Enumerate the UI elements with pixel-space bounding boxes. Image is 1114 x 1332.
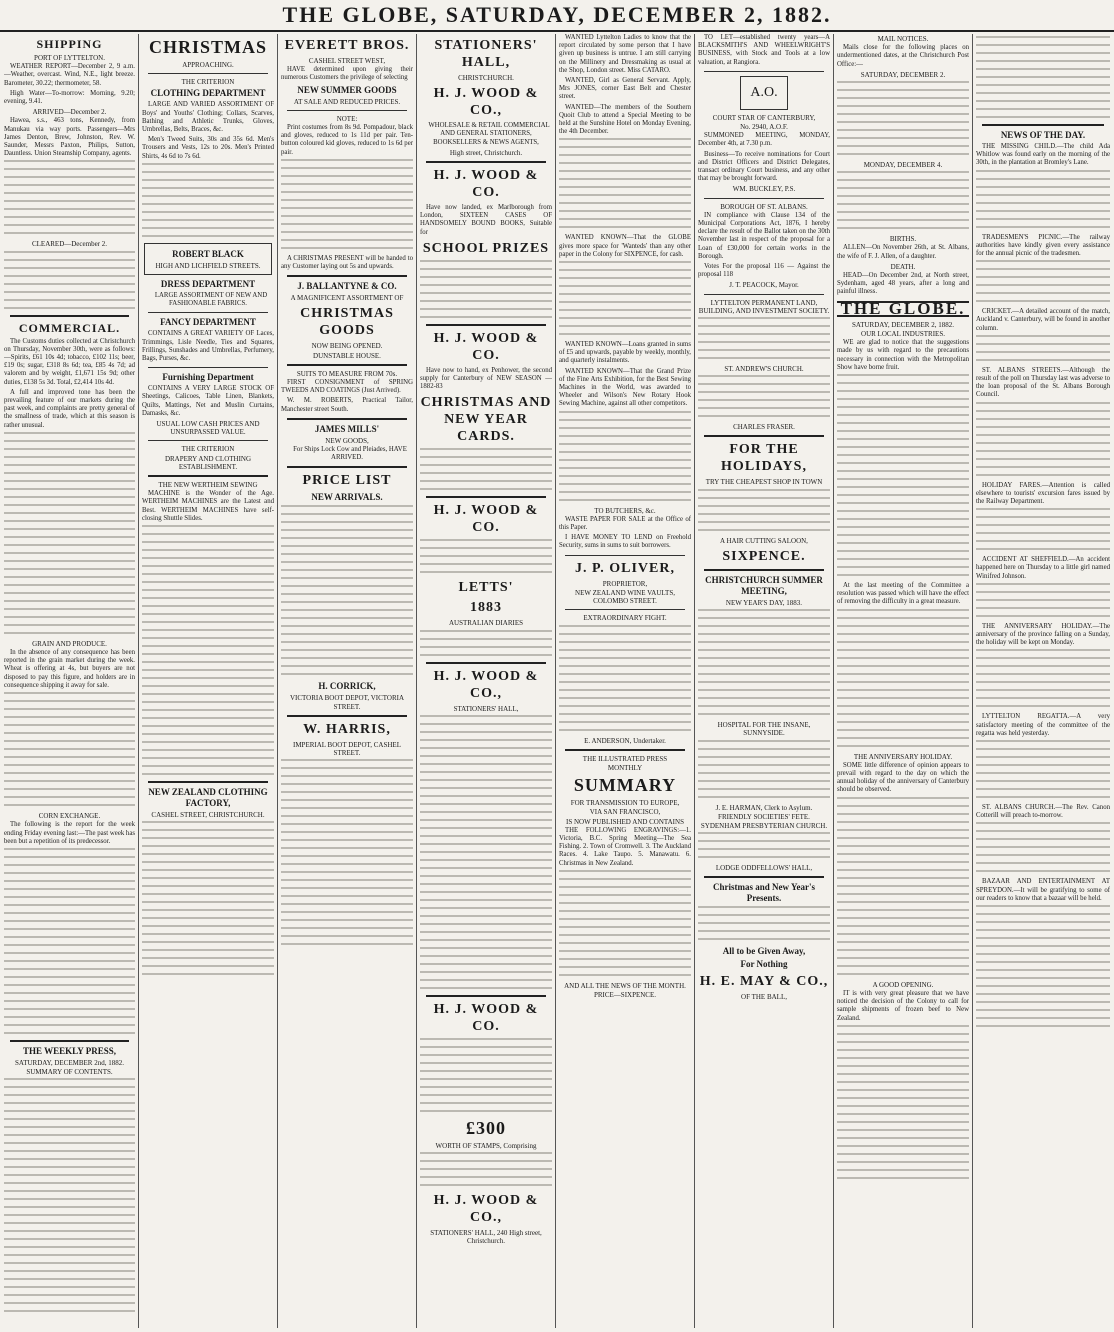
shipment-text: FIRST CONSIGNMENT of SPRING TWEEDS AND COATINGS (Just Arrived). <box>281 379 413 395</box>
divider <box>148 73 268 74</box>
deaths-heading: DEATH. <box>890 262 916 271</box>
text-lines <box>837 1025 969 1179</box>
column-rule <box>833 34 834 1328</box>
divider <box>148 440 268 441</box>
stationers-hall-heading: STATIONERS' HALL, <box>434 38 538 70</box>
presbyterian-heading: SYDENHAM PRESBYTERIAN CHURCH. <box>700 821 828 830</box>
now-opened-text: NOW BEING OPENED. <box>311 342 383 351</box>
extraordinary-heading: EXTRAORDINARY FIGHT. <box>583 614 667 623</box>
hair-saloon-text: A HAIR CUTTING SALOON, <box>720 536 808 545</box>
good-opening-text: IT is with very great pleasure that we have noticed the decision of the Colony to call for sample shipments of frozen beef to New Zealand. <box>837 989 969 1022</box>
text-lines <box>976 822 1110 872</box>
newspaper-title: THE GLOBE, SATURDAY, DECEMBER 2, 1882. <box>282 2 832 27</box>
dunstable-text: DUNSTABLE HOUSE. <box>313 351 381 360</box>
news-item: THE ANNIVERSARY HOLIDAY.—The anniversary of the province falling on a Sunday, the holiday will be kept on Monday. <box>976 622 1110 647</box>
school-prizes-heading: SCHOOL PRIZES <box>422 240 550 256</box>
divider <box>148 367 268 368</box>
robert-black-box <box>144 243 272 275</box>
text-lines <box>698 832 830 858</box>
xmas-goods-heading: CHRISTMAS GOODS <box>300 306 394 339</box>
secretary-text: WM. BUCKLEY, P.S. <box>732 185 796 194</box>
clothing-desc: LARGE AND VARIED ASSORTMENT OF Boys' and Youths' Clothing; Collars, Scarves, Bathing and Athletic Trunks, Gloves, Umbrellas, Belts, Braces, &c. <box>142 101 274 134</box>
mayor-text: J. T. PEACOCK, Mayor. <box>729 281 799 290</box>
divider <box>565 555 685 556</box>
text-lines <box>420 260 552 318</box>
grain-heading: GRAIN AND PRODUCE. <box>32 639 107 648</box>
text-lines <box>976 649 1110 707</box>
money-text: I HAVE MONEY TO LEND on Freehold Security, sums in sums to suit borrowers. <box>559 534 691 550</box>
column-notices <box>698 34 830 1328</box>
court-star-heading: COURT STAR OF CANTERBURY, <box>712 113 816 122</box>
order-text: A.O. <box>750 84 778 100</box>
text-lines <box>976 335 1110 361</box>
divider <box>704 294 824 295</box>
butchers-heading: TO BUTCHERS, &c. <box>594 506 656 515</box>
summary-heading: SUMMARY <box>573 775 677 796</box>
try-shop-text: TRY THE CHEAPEST SHOP IN TOWN <box>705 478 823 487</box>
text-lines <box>4 848 135 1034</box>
cash-prices-text: USUAL LOW CASH PRICES AND UNSURPASSED VALUE. <box>156 420 260 437</box>
given-away-heading: All to be Given Away, <box>722 946 806 957</box>
text-lines <box>559 261 691 335</box>
weekly-press-summary: SUMMARY OF CONTENTS. <box>26 1068 113 1077</box>
lyttelton-heading: LYTTELTON PERMANENT LAND, BUILDING, AND INVESTMENT SOCIETY. <box>698 298 830 315</box>
news-item: LYTTELTON REGATTA.—A very satisfactory meeting of the committee of the regatta was held yesterday. <box>976 713 1110 737</box>
arrived-heading: ARRIVED—December 2. <box>32 108 107 117</box>
wanted-item: WANTED Lyttelton Ladies to know that the report circulated by some person that I have given up business is untrue. I am still carrying on the Millinery and Dressmaking as usual at the Shop, London street. Miss CATARO. <box>559 34 691 74</box>
order-number: No. 2940, A.O.F. <box>740 123 788 132</box>
furnishing-dept-heading: Furnishing Department <box>162 372 254 383</box>
divider <box>287 466 407 468</box>
editorial-text: At the last meeting of the Committee a resolution was passed which will have the effect of removing the difficulty in a great measure. <box>837 582 969 606</box>
divider <box>704 569 824 571</box>
stationers-text: STATIONERS' HALL, <box>453 704 519 713</box>
fancy-dept-heading: FANCY DEPARTMENT <box>160 317 256 328</box>
news-item: HOLIDAY FARES.—Attention is called elsewhere to tourists' excursion fares issued by the Railway Department. <box>976 481 1110 506</box>
text-lines <box>698 489 830 531</box>
local-industries-heading: OUR LOCAL INDUSTRIES. <box>861 330 945 339</box>
text-lines <box>281 759 413 945</box>
divider <box>704 876 824 878</box>
presents-heading: Christmas and New Year's Presents. <box>713 882 815 904</box>
divider <box>704 435 824 437</box>
christchurch-text: CHRISTCHURCH. <box>458 74 514 82</box>
high-street-text: HIGH AND LICHFIELD STREETS. <box>155 261 261 270</box>
divider <box>982 124 1104 126</box>
text-lines <box>837 374 969 576</box>
column-editorial <box>837 34 969 1328</box>
text-lines <box>976 508 1110 550</box>
roberts-text: W. M. ROBERTS, Practical Tailor, Manchester street South. <box>281 397 413 413</box>
divider <box>704 71 824 72</box>
text-lines <box>976 905 1110 1027</box>
column-rule <box>277 34 278 1328</box>
summer-meeting-heading: CHRISTCHURCH SUMMER MEETING, <box>705 574 823 596</box>
wood-heading: H. J. WOOD & CO. <box>433 168 539 201</box>
news-item: ST. ALBANS CHURCH.—The Rev. Canon Cotterill will preach to-morrow. <box>976 804 1110 820</box>
footer-text: STATIONERS' HALL, 240 High street, Christchurch. <box>430 1229 542 1246</box>
sale-text: AT SALE AND REDUCED PRICES. <box>293 97 401 106</box>
text-lines <box>976 170 1110 228</box>
st-andrews-heading: ST. ANDREW'S CHURCH. <box>724 365 804 374</box>
wood-text: Have now landed, ex Marlborough from London, SIXTEEN CASES OF HANDSOMELY BOUND BOOKS, Suitable for <box>420 204 552 236</box>
text-lines <box>837 171 969 229</box>
summer-meeting-date: NEW YEAR'S DAY, 1883. <box>725 598 803 607</box>
grain-text: In the absence of any consequence has been reported in the grain market during the week. Wheat is offering at 4s, but buyers are not disposed to pay this figure, and holders are in consequence shipping it away for sale. <box>4 649 135 689</box>
births-heading: BIRTHS. <box>889 235 917 244</box>
text-lines <box>420 1038 552 1112</box>
harris-heading: W. HARRIS, <box>303 721 391 737</box>
good-opening-heading: A GOOD OPENING. <box>872 980 934 989</box>
suits-text: SUITS TO MEASURE FROM 70s. <box>296 369 398 378</box>
weekly-press-date: SATURDAY, DECEMBER 2nd, 1882. <box>15 1058 124 1067</box>
text-lines <box>976 36 1110 118</box>
divider <box>10 1040 129 1042</box>
column-news <box>976 34 1110 1328</box>
text-lines <box>559 625 691 731</box>
text-lines <box>281 505 413 675</box>
price-list-heading: PRICE LIST <box>302 473 392 489</box>
price-text: PRICE—SIXPENCE. <box>593 990 657 999</box>
masthead <box>0 0 1114 32</box>
to-let-text: TO LET—established twenty years—A BLACKSMITH'S AND WHEELWRIGHT'S BUSINESS, with Stock and Tools at a low valuation, at Rangiora. <box>698 34 830 66</box>
text-lines <box>420 715 552 989</box>
oliver-desc: PROPRIETOR, <box>602 579 648 588</box>
via-text: VIA SAN FRANCISCO, <box>589 808 661 817</box>
wanted-item: WANTED—The members of the Southern Quoit Club to attend a Special Meeting to be held at the Sunshine Hotel on Monday Evening, the 4th December. <box>559 103 691 136</box>
wertheim-heading: THE NEW WERTHEIM SEWING <box>158 481 258 490</box>
for-nothing-heading: For Nothing <box>740 959 788 970</box>
text-lines <box>4 251 135 309</box>
wine-vaults-text: NEW ZEALAND WINE VAULTS, COLOMBO STREET. <box>575 588 675 606</box>
wood-heading: H. J. WOOD & CO., <box>433 86 539 119</box>
robert-black-heading: ROBERT BLACK <box>172 248 244 259</box>
commercial-text: A full and improved tone has been the prevailing feature of our markets during the past week, and complaints are pretty general of the smallness of trade, which at this season is rather unusual. <box>4 388 135 429</box>
weather-report: WEATHER REPORT—December 2, 9 a.m.—Weather, overcast. Wind, N.E., light breeze. Barometer, 30.22; thermometer, 58. <box>4 63 135 87</box>
text-lines <box>559 411 691 501</box>
wertheim-desc: MACHINE is the Wonder of the Age. WERTHEIM MACHINES are the Latest and Best. WERTHEIM MACHINES have self-closing Shuttle Slides. <box>142 490 274 522</box>
column-wanted <box>559 34 691 1328</box>
divider <box>10 315 129 317</box>
clothing-dept-heading: CLOTHING DEPARTMENT <box>150 88 266 99</box>
illustrated-heading: THE ILLUSTRATED PRESS <box>582 754 668 763</box>
approaching-text: APPROACHING. <box>182 61 234 69</box>
may-heading: H. E. MAY & CO., <box>699 974 829 990</box>
now-published-text: IS NOW PUBLISHED AND CONTAINS <box>566 817 684 826</box>
text-lines <box>420 630 552 656</box>
text-lines <box>698 317 830 359</box>
text-lines <box>837 81 969 155</box>
note-heading: NOTE: <box>336 114 358 123</box>
news-item: THE MISSING CHILD.—The child Ada Whitlow was found early on the morning of the 30th, in the plantation at Bromley's Lane. <box>976 143 1110 167</box>
column-criterion <box>142 34 274 1328</box>
divider <box>287 418 407 420</box>
borough-text: IN compliance with Clause 134 of the Municipal Corporations Act, 1876, I hereby declare the result of the Ballot taken on the 30th November last in respect of the proposal for a Loan of £30,000 for certain works in the Borough. <box>698 211 830 260</box>
wood-heading: H. J. WOOD & CO. <box>433 503 539 536</box>
text-lines <box>142 163 274 237</box>
column-wood <box>420 34 552 1328</box>
wood-heading: H. J. WOOD & CO., <box>433 1193 539 1226</box>
stamps-amount: £300 <box>466 1117 506 1138</box>
borough-heading: BOROUGH OF ST. ALBANS. <box>720 202 808 211</box>
text-lines <box>698 375 830 417</box>
monday-heading: MONDAY, DECEMBER 4. <box>863 161 943 170</box>
text-lines <box>142 525 274 775</box>
divider <box>426 995 546 997</box>
society-emblem <box>740 76 788 110</box>
magnificent-text: A MAGNIFICENT ASSORTMENT OF <box>290 294 404 303</box>
shipping-heading: SHIPPING <box>36 37 103 51</box>
criterion-heading: THE CRITERION <box>181 445 235 454</box>
and-all-text: AND ALL THE NEWS OF THE MONTH. <box>564 981 686 990</box>
editorial-text: WE are glad to notice that the suggestions made by us with regard to the precautions necessary in connection with the Metropolitan Show have borne fruit. <box>837 339 969 371</box>
saturday-heading: SATURDAY, DECEMBER 2. <box>860 70 946 79</box>
wanted-item: WANTED KNOWN—Loans granted in sums of £5 and upwards, payable by weekly, monthly, and quarterly instalments. <box>559 341 691 365</box>
contents-text: THE FOLLOWING ENGRAVINGS:—1. Victoria, B.C. Spring Meeting—The Sea Fishing. 2. Town of Cromwell. 3. The Auckland Races. 4. Lake Taupo. 5. Manawatu. 6. Christmas in New Zealand. <box>559 826 691 867</box>
monthly-text: MONTHLY <box>607 763 643 772</box>
divider <box>148 312 268 313</box>
column-rule <box>694 34 695 1328</box>
wanted-item: WANTED KNOWN—That the Grand Prize of the Fine Arts Exhibition, for the Best Sewing Machines in the World, was awarded to Wheeler and Wilson's New Rotary Hook Sewing Machine, against all other competitors. <box>559 367 691 408</box>
text-lines <box>976 740 1110 798</box>
emporium-text: DRAPERY AND CLOTHING ESTABLISHMENT. <box>164 454 252 471</box>
new-goods-text: NEW GOODS, <box>325 436 369 445</box>
text-lines <box>420 1152 552 1186</box>
wholesale-text: WHOLESALE & RETAIL COMMERCIAL AND GENERAL STATIONERS, BOOKSELLERS & NEWS AGENTS, <box>428 122 550 146</box>
wanted-item: WANTED KNOWN—That the GLOBE gives more space for 'Wanteds' than any other paper in the Colony for SIXPENCE, for cash. <box>559 234 691 258</box>
mail-text: Mails close for the following places on undermentioned dates, at the Christchurch Post Office:— <box>837 44 969 68</box>
news-item: ST. ALBANS STREETS.—Although the result of the poll on Thursday last was adverse to the loan proposal of the St. Albans Borough Council. <box>976 366 1110 399</box>
divider <box>426 662 546 664</box>
text-lines <box>698 740 830 798</box>
wood-text: Have now to hand, ex Penhower, the second supply for Canterbury of NEW SEASON — 1882-83 <box>420 366 552 391</box>
fancy-desc: CONTAINS A GREAT VARIETY OF Laces, Trimmings, Lisle Needle, Ties and Squares, Frillings, Sunshades and Umbrellas, Perfumery, Bags, Purses, &c. <box>142 330 274 363</box>
summer-goods-heading: NEW SUMMER GOODS <box>297 84 397 95</box>
globe-date: SATURDAY, DECEMBER 2, 1882. <box>852 320 954 329</box>
note-text: Print costumes from 8s 9d. Pompadour, black and gloves, reduced to 1s 11d per pair. Ten-button coloured kid gloves, reduced to 1s 6d per pair. <box>281 124 413 156</box>
divider <box>287 110 407 111</box>
everett-text: HAVE determined upon giving their numerous Customers the privilege of selecting <box>281 66 413 82</box>
cashel-west-text: CASHEL STREET WEST, <box>308 57 386 65</box>
divider <box>426 496 546 498</box>
tides-text: High Water—To-morrow: Morning, 9.20; evening, 9.41. <box>4 89 135 106</box>
high-street-text: High street, Christchurch. <box>449 148 523 157</box>
transmission-text: FOR TRANSMISSION TO EUROPE, <box>570 799 680 808</box>
divider <box>287 364 407 366</box>
anderson-text: E. ANDERSON, Undertaker. <box>584 736 666 745</box>
news-item: CRICKET.—A detailed account of the match, Auckland v. Canterbury, will be found in another column. <box>976 308 1110 332</box>
anniversary-heading: THE ANNIVERSARY HOLIDAY. <box>853 752 953 761</box>
column-shipping <box>4 34 135 1328</box>
divider <box>148 781 268 783</box>
wood-heading: H. J. WOOD & CO. <box>433 330 539 363</box>
wanted-item: WANTED, Girl as General Servant. Apply, Mrs JONES, corner East Belt and Chester street. <box>559 77 691 101</box>
text-lines <box>837 609 969 747</box>
column-rule <box>138 34 139 1328</box>
column-everett <box>281 34 413 1328</box>
criterion-heading: THE CRITERION <box>181 78 235 87</box>
christmas-heading: CHRISTMAS <box>148 37 268 57</box>
letts-year: 1883 <box>470 600 502 616</box>
news-item: BAZAAR AND ENTERTAINMENT AT SPREYDON.—It will be gratifying to some of our readers to know that a bazaar will be held. <box>976 878 1110 902</box>
column-rule <box>972 34 973 1328</box>
text-lines <box>698 906 830 940</box>
text-lines <box>420 539 552 573</box>
of-the-ball-text: OF THE BALL, <box>741 993 787 1002</box>
text-lines <box>837 797 969 975</box>
text-lines <box>698 609 830 715</box>
text-lines <box>4 160 135 234</box>
votes-text: Votes For the proposal 116 — Against the proposal 118 <box>698 263 830 279</box>
james-mills-heading: JAMES MILLS' <box>314 423 380 434</box>
divider <box>287 275 407 277</box>
sixpence-heading: SIXPENCE. <box>722 548 806 564</box>
deaths-text: HEAD—On December 2nd, at North street, Sydenham, aged 48 years, after a long and painful illness. <box>837 272 969 296</box>
nz-clothing-heading: NEW ZEALAND CLOTHING FACTORY, <box>148 787 268 809</box>
news-item: ACCIDENT AT SHEFFIELD.—An accident happened here on Thursday to a little girl named Winifred Johnson. <box>976 556 1110 580</box>
text-lines <box>281 159 413 249</box>
news-item: TRADESMEN'S PICNIC.—The railway authorities have kindly given every assistance for the annual picnic of the tradesmen. <box>976 233 1110 258</box>
imperial-text: IMPERIAL BOOT DEPOT, CASHEL STREET. <box>293 740 401 758</box>
dress-desc: LARGE ASSORTMENT OF NEW AND FASHIONABLE FABRICS. <box>154 292 268 308</box>
corn-text: The following is the report for the week ending Friday evening last:—The past week has been but a repetition of its predecessor. <box>4 821 135 845</box>
summoned-text: SUMMONED MEETING, MONDAY, December 4th, at 7.30 p.m. <box>698 132 830 148</box>
text-lines <box>4 692 135 806</box>
fraser-text: CHARLES FRASER. <box>733 423 795 432</box>
divider <box>426 161 546 163</box>
holidays-heading: FOR THE HOLIDAYS, <box>721 442 807 475</box>
harman-text: J. E. HARMAN, Clerk to Asylum. <box>715 803 813 812</box>
divider <box>287 715 407 717</box>
arrivals-text: Hawea, s.s., 463 tons, Kennedy, from Manukau via way ports. Passengers—Mrs James Denton, Brew, Johnston, Rev. W. Saunder, Messrs Paxton, Philips, Sutton, Dauntless. Union Steamship Company, agents. <box>4 117 135 158</box>
divider <box>704 198 824 199</box>
oddfellows-heading: LODGE ODDFELLOWS' HALL, <box>715 864 813 873</box>
stamps-desc: WORTH OF STAMPS, Comprising <box>435 1141 537 1150</box>
text-lines <box>976 260 1110 302</box>
everett-heading: EVERETT BROS. <box>284 38 410 53</box>
divider <box>565 609 685 610</box>
news-of-the-day-heading: NEWS OF THE DAY. <box>1000 130 1086 140</box>
anniversary-text: SOME little difference of opinion appears to prevail with regard to the day on which the annual holiday of the anniversary of Canterbury should be observed. <box>837 761 969 794</box>
christmas-cards-heading: CHRISTMAS AND NEW YEAR CARDS. <box>420 395 552 445</box>
text-lines <box>420 448 552 490</box>
commercial-heading: COMMERCIAL. <box>18 320 121 335</box>
text-lines <box>976 402 1110 476</box>
mail-notices-heading: MAIL NOTICES. <box>877 35 929 43</box>
hospital-heading: HOSPITAL FOR THE INSANE, SUNNYSIDE. <box>717 721 811 738</box>
column-rule <box>555 34 556 1328</box>
furnishing-desc: CONTAINS A VERY LARGE STOCK OF Sheetings, Calicoes, Table Linen, Blankets, Quilts, Mattings, Net and Muslin Curtains, Damasks, &c. <box>142 385 274 417</box>
text-lines <box>976 583 1110 617</box>
present-text: A CHRISTMAS PRESENT will be handed to any Customer laying out 5s and upwards. <box>281 254 413 271</box>
victoria-text: VICTORIA BOOT DEPOT, VICTORIA STREET. <box>289 694 405 711</box>
divider <box>565 749 685 751</box>
text-lines <box>559 138 691 228</box>
corrick-heading: H. CORRICK, <box>318 681 376 692</box>
port-heading: PORT OF LYTTELTON. <box>34 54 105 62</box>
commercial-text: The Customs duties collected at Christchurch on Thursday, November 30th, were as follows:—Spirits, £61 10s 4d; tobacco, £102 11s; beer, £19 0s; sugar, £318 8s 6d; tea, £85 4s 7d; ad valorem and by weight, £1,671 15s 9d; other duties, £138 5s 3d. Total, £2,414 10s 4d. <box>4 337 135 386</box>
mills-desc: For Ships Lock Cow and Pleiades, HAVE ARRIVED. <box>293 446 407 462</box>
text-lines <box>559 870 691 976</box>
letts-heading: LETTS' <box>458 580 514 596</box>
cleared-heading: CLEARED—December 2. <box>31 240 108 249</box>
waste-paper-text: WASTE PAPER FOR SALE at the Office of this Paper. <box>559 515 691 532</box>
wood-heading: H. J. WOOD & CO., <box>433 668 539 701</box>
globe-banner: THE GLOBE. <box>837 301 969 317</box>
text-lines <box>142 821 274 975</box>
diaries-text: AUSTRALIAN DIARIES <box>448 619 524 628</box>
column-rule <box>416 34 417 1328</box>
new-arrivals-heading: NEW ARRIVALS. <box>311 492 383 503</box>
divider <box>148 475 268 477</box>
weekly-press-heading: THE WEEKLY PRESS, <box>23 1045 116 1056</box>
wood-heading: H. J. WOOD & CO. <box>433 1001 539 1034</box>
summoned-desc: Business—To receive nominations for Court and District Officers and District Delegates, transact ordinary Court business, and any other that may be brought forward. <box>698 150 830 183</box>
oliver-heading: J. P. OLIVER, <box>574 560 675 576</box>
friendly-heading: FRIENDLY SOCIETIES' FETE. <box>718 812 810 821</box>
ballantyne-heading: J. BALLANTYNE & CO. <box>297 281 397 292</box>
divider <box>426 324 546 326</box>
corn-heading: CORN EXCHANGE. <box>38 812 101 821</box>
mens-suits-text: Men's Tweed Suits, 30s and 35s 6d. Men's Trousers and Vests, 12s to 20s. Men's Printed Shirts, 4s 6d to 7s 6d. <box>142 136 274 160</box>
text-lines <box>4 432 135 634</box>
cashel-text: CASHEL STREET, CHRISTCHURCH. <box>151 811 265 820</box>
text-lines <box>4 1078 135 1312</box>
dress-dept-heading: DRESS DEPARTMENT <box>160 279 256 290</box>
births-text: ALLEN—On November 26th, at St. Albans, the wife of F. J. Allen, of a daughter. <box>837 244 969 260</box>
